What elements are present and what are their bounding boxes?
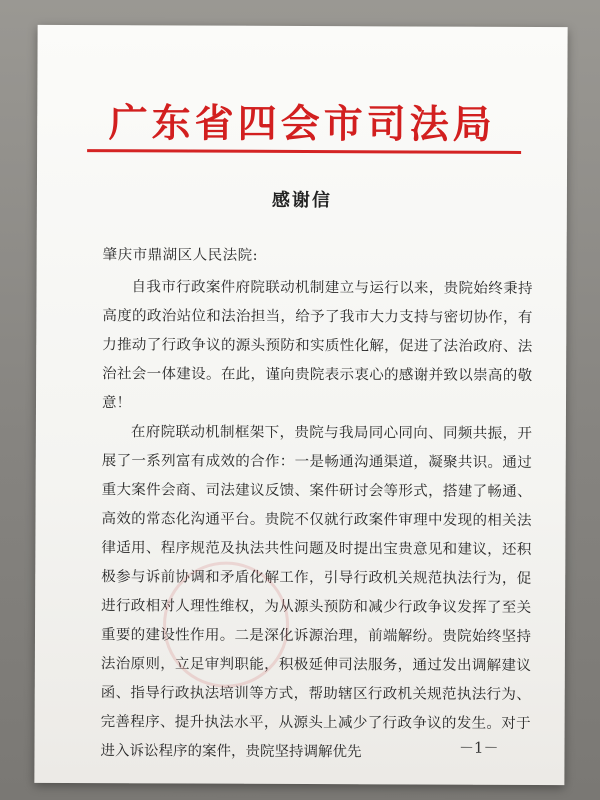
document-title: 感谢信 bbox=[271, 189, 332, 212]
letterhead-org-name: 广东省四会市司法局 bbox=[108, 100, 496, 148]
page-number: －1－ bbox=[458, 738, 499, 757]
paragraph-2: 在府院联动机制框架下，贵院与我局同心同向、同频共振，开展了一系列富有成效的合作：一是畅通沟通渠道，凝聚共识。通过重大案件会商、司法建议反馈、案件研讨会等形式，搭建了畅通、高效的常态化沟通平台。贵院不仅就行政案件审理中发现的相关法律适用、程序规范及执法共性问题及时提出宝贵意见和建议，还积极参与诉前协调和矛盾化解工作，引导行政机关规范执法行为，促进行政相对人理性维权，为从源头预防和减少行政争议发挥了至关重要的建设性作用。二是深化诉源治理，前端解纷。贵院始终坚持法治原则，立足审判职能，积极延伸司法服务，通过发出调解建议函、指导行政执法培训等方式，帮助辖区行政机关规范执法行为、完善程序、提升执法水平，从源头上减少了行政争议的发生。对于进入诉讼程序的案件，贵院坚持调解优先 bbox=[100, 424, 532, 761]
letter-page bbox=[34, 25, 567, 785]
letter-body bbox=[100, 273, 532, 768]
letterhead-red-rule bbox=[87, 149, 521, 154]
addressee: 肇庆市鼎湖区人民法院: bbox=[102, 247, 259, 264]
paragraph-1: 自我市行政案件府院联动机制建立与运行以来，贵院始终秉持高度的政治站位和法治担当，给予了我市大力支持与密切协作，有力推动了行政争议的源头预防和实质性化解，促进了法治政府、法治社会一体建设。在此，谨向贵院表示衷心的感谢并致以崇高的敬意！ bbox=[101, 279, 533, 412]
